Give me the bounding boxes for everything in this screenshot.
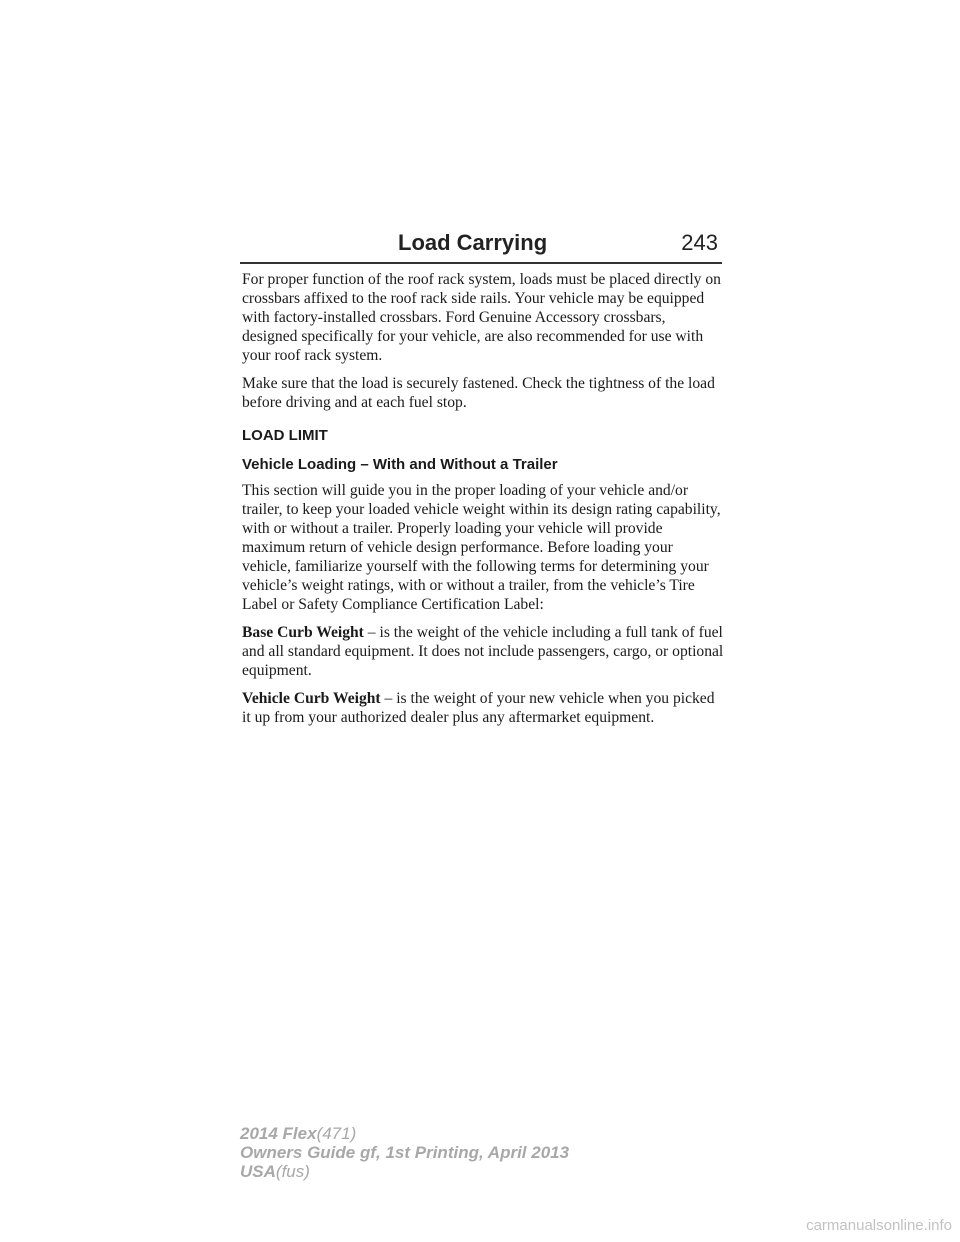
paragraph-loading-guide: This section will guide you in the proper loading of your vehicle and/or trailer, to keep your loaded vehicle weight within its design rating capability, with or without a trailer. Properly loading your vehicle will provide maximum return of vehicle design performance. Before loading your vehicle, familiarize yourself with the following terms for determining your vehicle’s weight ratings, with or without a trailer, from the vehicle’s Tire Label or Safety Compliance Certification Label: (242, 482, 721, 613)
definition-base-curb-weight (242, 623, 724, 680)
subheading-vehicle-loading: Vehicle Loading – With and Without a Trailer (242, 456, 558, 473)
page-title: Load Carrying (398, 230, 548, 255)
term-vehicle-curb-weight: Vehicle Curb Weight (242, 690, 381, 707)
page-header (240, 228, 722, 264)
paragraph-secure-load: Make sure that the load is securely fastened. Check the tightness of the load before driving and at each fuel stop. (242, 375, 715, 411)
page-number: 243 (681, 230, 718, 255)
footer-market-code: (fus) (275, 1162, 310, 1181)
footer-model-code: (471) (316, 1124, 357, 1143)
page-content (242, 270, 724, 736)
paragraph-roof-rack: For proper function of the roof rack system, loads must be placed directly on crossbars affixed to the roof rack side rails. Your vehicle may be equipped with factory-installed crossbars. Ford Genuine Accessory crossbars, designed specifically for your vehicle, are also recommended for use with your roof rack system. (242, 271, 721, 364)
definition-text-vehicle-curb-weight: – is the weight of your new vehicle when you picked it up from your authorized dealer plus any aftermarket equipment. (242, 690, 715, 726)
footer-line-printing: Owners Guide gf, 1st Printing, April 2013 (240, 1143, 570, 1162)
term-base-curb-weight: Base Curb Weight (242, 624, 364, 641)
watermark: carmanualsonline.info (806, 1217, 952, 1234)
footer-line-market (240, 1162, 569, 1181)
definition-vehicle-curb-weight (242, 689, 724, 727)
footer-model: 2014 Flex (240, 1124, 317, 1143)
section-heading-load-limit: LOAD LIMIT (242, 427, 328, 444)
definition-text-base-curb-weight: – is the weight of the vehicle including a full tank of fuel and all standard equipment. It does not include passengers, cargo, or optional equipment. (242, 624, 724, 679)
footer-line-model (240, 1124, 569, 1143)
page-footer (240, 1124, 569, 1181)
footer-market: USA (240, 1162, 276, 1181)
